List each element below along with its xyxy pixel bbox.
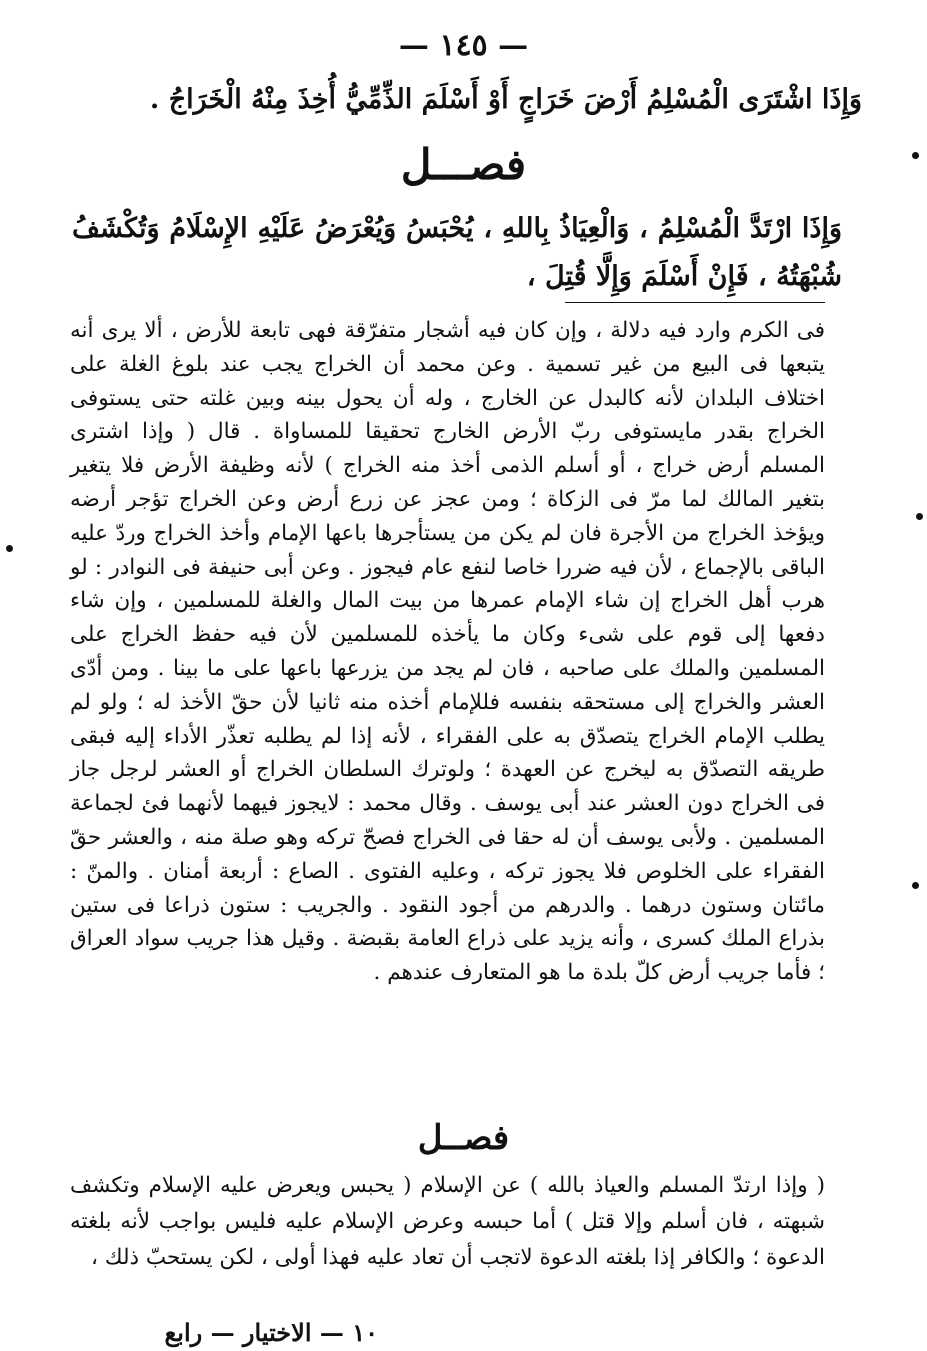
separator-rule bbox=[565, 302, 825, 303]
matn-text-2: وَإِذَا ارْتَدَّ الْمُسْلِمُ ، وَالْعِيَاذُ بِاللهِ ، يُحْبَسُ وَيُعْرَضُ عَلَيْهِ الإِسْلَامُ وَتُكْشَفُ شُبْهَتُهُ ، فَإِنْ أَسْلَمَ وَإِلَّا قُتِلَ ، bbox=[72, 213, 842, 292]
margin-mark bbox=[912, 882, 919, 889]
page-number: — ١٤٥ — bbox=[398, 28, 529, 63]
margin-mark bbox=[912, 152, 919, 159]
signature-footer: ١٠ — الاختيار — رابع bbox=[164, 1318, 378, 1347]
section-heading-1: فصـــل bbox=[400, 140, 527, 189]
commentary-text-2: ( وإذا ارتدّ المسلم والعياذ بالله ) عن الإسلام ( يحبس ويعرض عليه الإسلام وتكشف شبهته ، فان أسلم وإلا قتل ) أما حبسه وعرض الإسلام عليه فليس بواجب لأنه بلغته الدعوة ؛ والكافر إذا بلغته الدعوة لاتجب أن تعاد عليه فهذا أولى ، لكن يستحبّ ذلك ، bbox=[70, 1173, 825, 1270]
section-heading-2: فصــل bbox=[417, 1118, 510, 1158]
margin-mark bbox=[6, 545, 13, 552]
commentary-text-1: فى الكرم وارد فيه دلالة ، وإن كان فيه أشجار متفرّقة فهى تابعة للأرض ، ألا يرى أنه يتبعها فى البيع من غير تسمية . وعن محمد أن الخراج يجب عند بلوغ الغلة على اختلاف البلدان لأنه كالبدل عن الخارج ، وله أن يحول بينه وبين غلته حتى يستوفى الخراج بقدر مايستوفى ربّ الأرض الخارج تحقيقا للمساواة . قال ( وإذا اشترى المسلم أرض خراج ، أو أسلم الذمى أخذ منه الخراج ) لأنه وظيفة الأرض فلا يتغير بتغير المالك لما مرّ فى الزكاة ؛ ومن عجز عن زرع أرض وعن الخراج تؤجر أرضه ويؤخذ الخراج من الأجرة فان لم يكن من يستأجرها باعها الإمام وأخذ الخراج وردّ عليه الباقى بالإجماع ، لأن فيه ضررا خاصا لنفع عام فيجوز . وعن أبى حنيفة فى النوادر : لو هرب أهل الخراج إن شاء الإمام عمرها من بيت المال والغلة للمسلمين ، وإن شاء دفعها إلى قوم على شىء وكان ما يأخذه للمسلمين لأن فيه حفظ الخراج على المسلمين والملك على صاحبه ، فان لم يجد من يزرعها باعها على ما بينا . ومن أدّى العشر والخراج إلى مستحقه بنفسه فللإمام أخذه منه ثانيا لأن حقّ الأخذ له ؛ ولو لم يطلب الإمام الخراج يتصدّق به على الفقراء ، لأنه إذا لم يطلبه تعذّر الأداء إليه فبقى طريقه التصدّق به ليخرج عن العهدة ؛ ولوترك السلطان الخراج أو العشر لرجل جاز فى الخراج دون العشر عند أبى يوسف . وقال محمد : لايجوز فيهما لأنهما فئ لجماعة المسلمين . ولأبى يوسف أن له حقا فى الخراج فصحّ تركه وهو صلة منه ، والعشر حقّ الفقراء على الخلوص فلا يجوز تركه ، وعليه الفتوى . الصاع : أربعة أمنان . والمنّ : مائتان وستون درهما . والدرهم من أجود النقود . والجريب : ستون ذراعا فى ستين بذراع الملك كسرى ، وأنه يزيد على ذراع العامة بقبضة . وقيل هذا جريب سواد العراق ؛ فأما جريب أرض كلّ بلدة ما هو المتعارف عندهم . bbox=[70, 318, 825, 986]
margin-mark bbox=[916, 513, 923, 520]
matn-text-1: وَإِذَا اشْتَرَى الْمُسْلِمُ أَرْضَ خَرَاجٍ أَوْ أَسْلَمَ الذِّمِّيُّ أُخِذَ مِنْهُ الْخَرَاجُ . bbox=[149, 84, 862, 115]
